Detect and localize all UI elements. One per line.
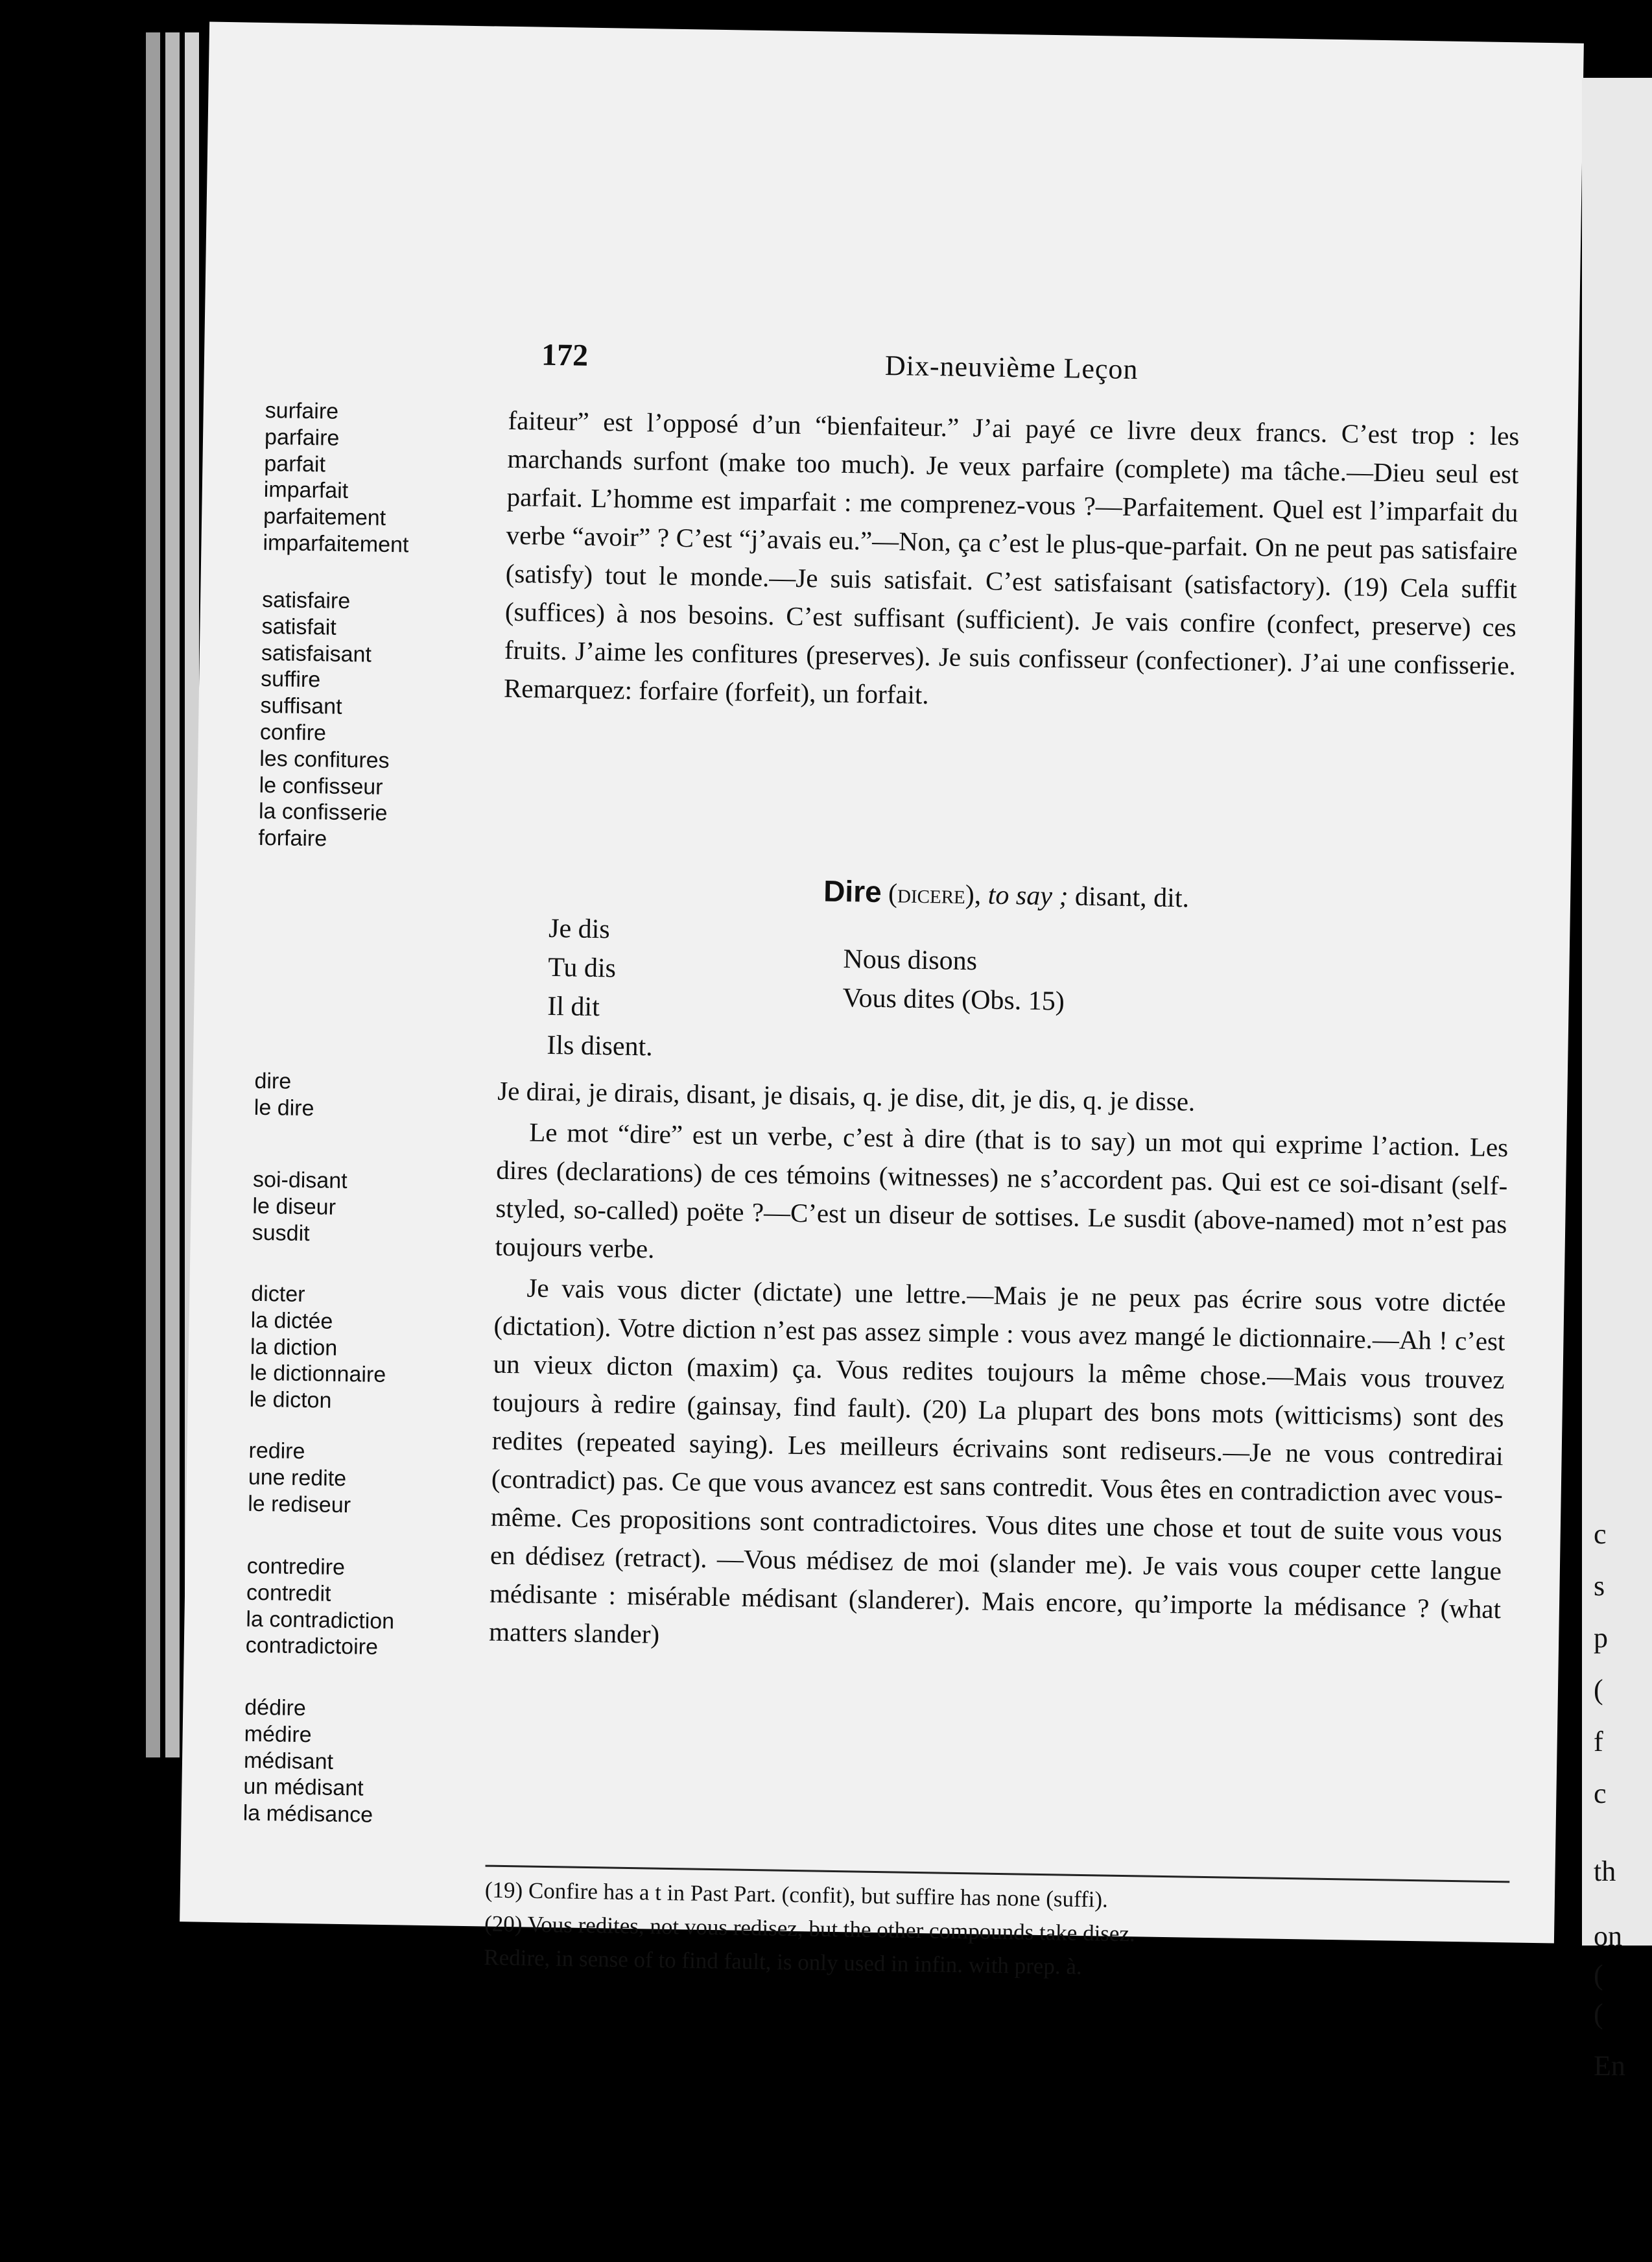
conjugation-form: Je dis [548,913,611,945]
footnote-redire: Redire, in sense of to find fault, is only used in infin. with prep. à. [484,1944,1082,1980]
adjacent-fragment: f [1594,1726,1603,1757]
margin-word: forfaire [258,826,327,851]
margin-word: satisfaire [261,587,351,614]
margin-group-6 [248,1438,352,1519]
text-block-2 [489,1072,1509,1669]
margin-word: dire [254,1068,292,1094]
margin-word: un médisant [243,1774,364,1801]
running-head: Dix-neuvième Leçon [884,349,1139,386]
margin-group-3 [254,1068,315,1122]
margin-word: parfaitement [263,504,386,531]
book-page [180,22,1584,1980]
adjacent-fragment: c [1594,1778,1607,1809]
adjacent-fragment: ( [1594,1674,1603,1706]
margin-word: satisfait [261,613,337,640]
margin-group-8 [242,1695,375,1829]
margin-word: contredit [246,1580,331,1606]
margin-word: le dicton [249,1387,332,1413]
conjugation-form: Il dit [547,991,600,1023]
margin-group-5 [249,1281,387,1415]
page-edge-left-1 [146,32,160,1757]
adjacent-fragment: on [1594,1920,1622,1952]
page-edge-left-2 [165,32,180,1757]
dire-verb: Dire [823,874,882,909]
dire-latin: (dicere), [888,879,982,911]
conjugation-form: Nous disons [843,944,978,977]
margin-word: dédire [244,1695,307,1721]
margin-group-4 [252,1167,348,1248]
margin-word: le diseur [252,1193,336,1220]
adjacent-fragment: p [1594,1622,1608,1654]
margin-group-2 [258,587,392,853]
margin-word: le dictionnaire [250,1361,386,1388]
conjugation-left [547,909,655,1067]
margin-word: parfait [264,451,326,477]
margin-word: contradictoire [245,1633,379,1660]
footnote-19: (19) Confire has a t in Past Part. (confit), but suffire has none (suffi). [484,1877,1109,1912]
margin-word: soi-disant [252,1167,348,1194]
margin-word: la contradiction [246,1606,395,1634]
adjacent-fragment: En [1594,2050,1625,2082]
margin-word: imparfaitement [263,530,409,558]
paragraph-dire: Le mot “dire” est un verbe, c’est à dire (that is to say) un mot qui exprime l’action. Les dires (declarations) de ces témoins (witnesses) ne s’accordent pas. Qui est ce soi-disant (self-styled, so-called) poëte ?—C’est un diseur de sottises. Le susdit (above-named) mot n’est pas toujours verbe. [495,1117,1509,1264]
margin-word: la diction [250,1334,338,1361]
margin-word: satisfaisant [261,640,372,667]
adjacent-fragment: ( [1594,1998,1603,2030]
tenses-line: Je dirai, je dirais, disant, je disais, q. je dise, dit, je dis, q. je disse. [497,1075,1196,1117]
margin-word: le dire [254,1095,314,1121]
page-number: 172 [541,337,589,373]
footnote-20: (20) Vous redites, not vous redisez, but the other compounds take disez. [484,1911,1136,1947]
margin-word: la dictée [250,1307,333,1334]
margin-word: médisant [243,1748,334,1774]
dire-participles: disant, dit. [1074,881,1190,914]
paragraph-surfaire: faiteur” est l’opposé d’un “bienfaiteur.” J’ai payé ce livre deux francs. C’est trop : les marchands surfont (make too much). Je veux parfaire (complete) ma tâche.—Dieu seul est parfait. L’homme est imparfait : me comprenez-vous ?—Parfaitement. Quel est l’imparfait du verbe “avoir” ? C’est “j’avais eu.”—Non, ça c’est le plus-que-parfait. On ne peut pas satisfaire (satisfy) tout le monde.—Je suis satisfait. C’est satisfaisant (satisfactory). (19) Cela suffit (suffices) à nos besoins. C’est suffisant (sufficient). Je vais confire (confect, preserve) ces fruits. J’aime les confitures (preserves). Je suis confisseur (confectioner). J’ai une confisserie. Remarquez: forfaire (forfeit), un forfait. [503,405,1520,710]
adjacent-fragment: s [1594,1570,1605,1602]
footnotes [484,1865,1509,1991]
margin-group-1 [263,398,411,558]
margin-group-7 [245,1553,395,1661]
margin-word: suffire [260,667,321,693]
adjacent-page-edge [1582,78,1652,2082]
conjugation-form: Ils disent. [547,1030,654,1062]
margin-word: la confisserie [258,799,388,826]
margin-word: une redite [248,1464,347,1491]
margin-word: contredire [246,1553,346,1580]
margin-word: imparfait [263,477,349,504]
margin-word: médire [244,1721,312,1748]
margin-word: confire [259,719,327,746]
conjugation-form: Vous dites (Obs. 15) [842,983,1065,1017]
margin-word: le rediseur [247,1491,351,1518]
adjacent-fragment: ( [1594,1959,1603,1991]
text-block-1 [504,401,1520,726]
margin-word: susdit [252,1220,310,1246]
dire-meaning: to say ; [987,880,1068,912]
conjugation-right [842,940,1065,1021]
margin-word: surfaire [265,398,339,424]
margin-word: le confisseur [259,772,383,800]
adjacent-fragment: th [1594,1855,1616,1887]
margin-word: suffisant [260,693,342,720]
conjugation-form: Tu dis [547,952,617,984]
paragraph-dicter: Je vais vous dicter (dictate) une lettre.—Mais je ne peux pas écrire sous votre dictée (dictation). Votre diction n’est pas assez simple : vous avez mangé le dictionnaire.—Ah ! c’est un vieux dicton (maxim) ça. Vous redites toujours la même chose.—Mais vous trouvez toujours à redire (gainsay, find fault). (20) La plupart des bons mots (witticisms) sont des redites (repeated saying). Les meilleurs écrivains sont rediseurs.—Je ne vous contredirai (contradict) pas. Ce que vous avancez est sans contredit. Vous êtes en contradiction avec vous-même. Ces propositions sont contradictoires. Vous dites une chose et tout de suite vous vous en dédisez (retract). —Vous médisez de moi (slander me). Je vais vous couper cette langue médisante : misérable médisant (slanderer). Mais encore, qu’importe la médisance ? (what matters slander) [488,1272,1506,1649]
margin-word: dicter [251,1281,305,1307]
margin-word: parfaire [264,424,340,451]
margin-word: les confitures [259,746,390,773]
margin-word: redire [248,1438,305,1464]
margin-word: la médisance [242,1800,373,1828]
adjacent-fragment: c [1594,1518,1607,1550]
